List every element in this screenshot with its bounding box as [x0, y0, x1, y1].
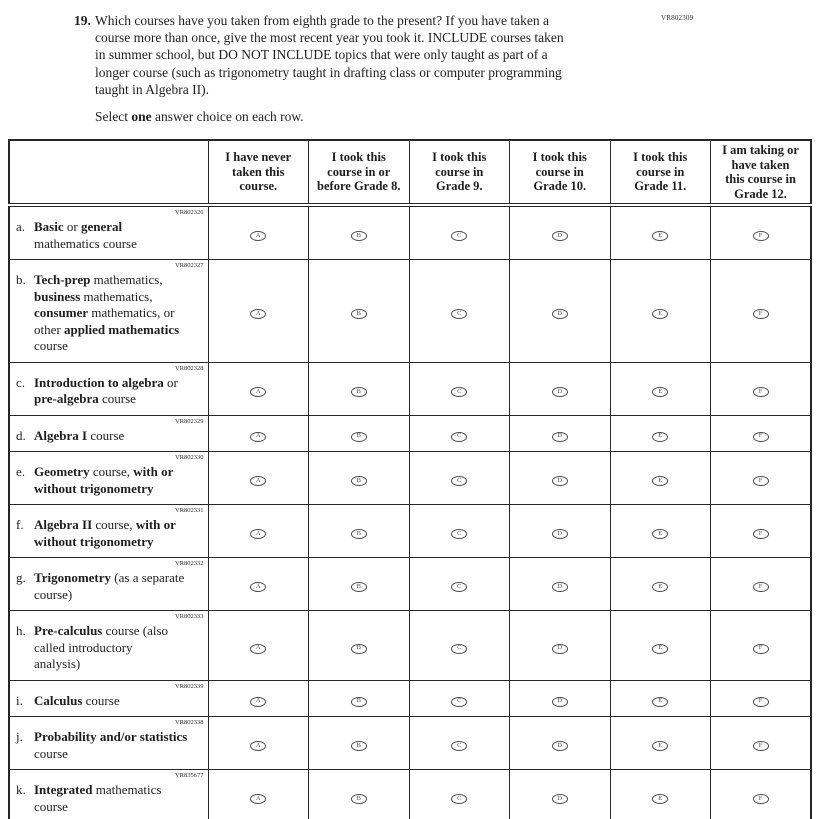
table-body — [9, 205, 811, 819]
answer-bubble-c[interactable] — [451, 582, 467, 592]
course-row — [9, 260, 811, 363]
column-header-1: I have never taken this course. — [208, 140, 309, 205]
course-label-cell — [9, 717, 208, 770]
column-header-5: I took this course in Grade 11. — [610, 140, 711, 205]
bubble-letter: B — [356, 232, 361, 240]
answer-bubble-d[interactable] — [552, 387, 568, 397]
row-letter: d. — [16, 427, 26, 443]
row-label: Integrated mathematics course — [34, 782, 162, 814]
answer-bubble-d[interactable] — [552, 794, 568, 804]
answer-cell — [510, 205, 611, 260]
course-label-cell — [9, 452, 208, 505]
bubble-letter: B — [356, 432, 361, 440]
row-label: Algebra I course — [34, 427, 125, 443]
answer-cell — [309, 558, 410, 611]
row-code: VR802338 — [174, 719, 204, 727]
answer-bubble-b[interactable] — [351, 529, 367, 539]
bubble-letter: F — [758, 795, 763, 803]
row-letter: i. — [16, 692, 23, 708]
bubble-letter: B — [356, 697, 361, 705]
row-letter: e. — [16, 464, 26, 480]
answer-bubble-b[interactable] — [351, 582, 367, 592]
bubble-letter: C — [457, 644, 462, 652]
answer-bubble-a[interactable] — [250, 387, 266, 397]
row-letter: a. — [16, 219, 26, 235]
row-label: Geometry course, with or without trigonometry — [34, 464, 174, 496]
course-label-cell — [9, 680, 208, 717]
bubble-letter: E — [658, 795, 663, 803]
answer-bubble-c[interactable] — [451, 794, 467, 804]
bubble-letter: C — [457, 742, 462, 750]
answer-cell — [610, 558, 711, 611]
bubble-letter: D — [557, 477, 563, 485]
answer-cell — [409, 770, 510, 819]
course-row — [9, 205, 811, 260]
row-letter: j. — [16, 729, 23, 745]
answer-cell — [409, 362, 510, 415]
row-label: Introduction to algebra or pre-algebra course — [34, 374, 178, 407]
answer-bubble-c[interactable] — [451, 432, 467, 442]
answer-cell — [208, 680, 309, 717]
bubble-letter: A — [255, 477, 261, 485]
course-row — [9, 717, 811, 770]
row-letter: g. — [16, 570, 26, 586]
answer-bubble-c[interactable] — [451, 741, 467, 751]
bubble-letter: F — [758, 432, 763, 440]
bubble-letter: A — [255, 583, 261, 591]
bubble-letter: C — [457, 232, 462, 240]
answer-bubble-a[interactable] — [250, 309, 266, 319]
answer-bubble-c[interactable] — [451, 644, 467, 654]
answer-cell — [711, 505, 812, 558]
bubble-letter: E — [658, 387, 663, 395]
bubble-letter: C — [457, 309, 462, 317]
course-label-cell — [9, 558, 208, 611]
bubble-letter: D — [557, 644, 563, 652]
bubble-letter: C — [457, 387, 462, 395]
bubble-letter: D — [557, 697, 563, 705]
answer-cell — [610, 680, 711, 717]
bubble-letter: F — [758, 309, 763, 317]
bubble-letter: B — [356, 477, 361, 485]
bubble-letter: D — [557, 309, 563, 317]
row-letter: c. — [16, 374, 26, 390]
bubble-letter: D — [557, 583, 563, 591]
course-row — [9, 680, 811, 717]
answer-bubble-f[interactable] — [753, 529, 769, 539]
answer-cell — [711, 452, 812, 505]
answer-cell — [510, 452, 611, 505]
answer-bubble-b[interactable] — [351, 644, 367, 654]
answer-bubble-b[interactable] — [351, 476, 367, 486]
bubble-letter: B — [356, 583, 361, 591]
answer-cell — [610, 362, 711, 415]
answer-cell — [610, 260, 711, 363]
bubble-letter: F — [758, 583, 763, 591]
answer-cell — [711, 717, 812, 770]
course-label-cell — [9, 611, 208, 681]
answer-bubble-f[interactable] — [753, 582, 769, 592]
row-code: VR802332 — [174, 560, 204, 568]
column-header-2: I took this course in or before Grade 8. — [309, 140, 410, 205]
answer-cell — [510, 260, 611, 363]
answer-bubble-a[interactable] — [250, 697, 266, 707]
answer-cell — [711, 611, 812, 681]
bubble-letter: F — [758, 232, 763, 240]
row-label: Probability and/or statistics course — [34, 729, 188, 761]
answer-cell — [409, 558, 510, 611]
question-text: Which courses have you taken from eighth grade to the present? If you have taken a course more than once, give the most recent year you took it. INCLUDE courses taken in summer school, but DO NOT INCLUDE topics that were only taught as part of a longer course (such as trigonometry taught in drafting class or computer programming taught in Algebra II). — [95, 13, 564, 97]
course-label-cell — [9, 362, 208, 415]
course-label-cell — [9, 770, 208, 819]
answer-cell — [711, 362, 812, 415]
answer-bubble-e[interactable] — [652, 476, 668, 486]
row-code: VR802333 — [174, 613, 204, 621]
answer-cell — [409, 505, 510, 558]
answer-cell — [409, 611, 510, 681]
row-letter: h. — [16, 623, 26, 639]
bubble-letter: F — [758, 477, 763, 485]
bubble-letter: D — [557, 232, 563, 240]
header-corner-cell — [9, 140, 208, 205]
column-header-4: I took this course in Grade 10. — [510, 140, 611, 205]
answer-bubble-b[interactable] — [351, 741, 367, 751]
answer-cell — [711, 260, 812, 363]
bubble-letter: B — [356, 742, 361, 750]
column-header-3: I took this course in Grade 9. — [409, 140, 510, 205]
bubble-letter: E — [658, 697, 663, 705]
answer-cell — [510, 505, 611, 558]
answer-cell — [309, 680, 410, 717]
answer-cell — [409, 680, 510, 717]
answer-bubble-e[interactable] — [652, 432, 668, 442]
bubble-letter: A — [255, 742, 261, 750]
answer-bubble-b[interactable] — [351, 432, 367, 442]
answer-bubble-b[interactable] — [351, 697, 367, 707]
course-row — [9, 415, 811, 452]
course-row — [9, 452, 811, 505]
form-code: VR802309 — [661, 14, 694, 22]
row-letter: b. — [16, 272, 26, 288]
bubble-letter: C — [457, 530, 462, 538]
answer-cell — [711, 558, 812, 611]
answer-cell — [409, 205, 510, 260]
answer-bubble-e[interactable] — [652, 741, 668, 751]
bubble-letter: E — [658, 432, 663, 440]
answer-bubble-b[interactable] — [351, 231, 367, 241]
answer-bubble-a[interactable] — [250, 231, 266, 241]
bubble-letter: A — [255, 432, 261, 440]
question-block — [0, 0, 818, 98]
answer-cell — [610, 611, 711, 681]
course-label-cell — [9, 415, 208, 452]
answer-bubble-a[interactable] — [250, 582, 266, 592]
bubble-letter: F — [758, 742, 763, 750]
row-code: VR802327 — [174, 262, 204, 270]
answer-bubble-c[interactable] — [451, 476, 467, 486]
row-label: Algebra II course, with or without trigonometry — [34, 517, 176, 549]
answer-cell — [208, 452, 309, 505]
answer-bubble-f[interactable] — [753, 432, 769, 442]
answer-bubble-e[interactable] — [652, 529, 668, 539]
bubble-letter: F — [758, 697, 763, 705]
answer-cell — [711, 415, 812, 452]
answer-bubble-d[interactable] — [552, 741, 568, 751]
answer-bubble-e[interactable] — [652, 644, 668, 654]
answer-cell — [309, 205, 410, 260]
answer-bubble-c[interactable] — [451, 231, 467, 241]
answer-bubble-f[interactable] — [753, 794, 769, 804]
answer-bubble-a[interactable] — [250, 476, 266, 486]
answer-cell — [610, 717, 711, 770]
bubble-letter: D — [557, 742, 563, 750]
course-label-cell — [9, 205, 208, 260]
answer-bubble-a[interactable] — [250, 794, 266, 804]
row-letter: f. — [16, 517, 24, 533]
answer-cell — [610, 770, 711, 819]
course-row — [9, 770, 811, 819]
answer-bubble-f[interactable] — [753, 644, 769, 654]
answer-bubble-b[interactable] — [351, 794, 367, 804]
course-row — [9, 362, 811, 415]
bubble-letter: C — [457, 795, 462, 803]
row-code: VR802329 — [174, 417, 204, 425]
row-label: Trigonometry (as a separate course) — [34, 570, 185, 602]
bubble-letter: E — [658, 742, 663, 750]
bubble-letter: E — [658, 309, 663, 317]
answer-cell — [208, 260, 309, 363]
bubble-letter: A — [255, 232, 261, 240]
row-code: VR802326 — [174, 209, 204, 217]
row-code: VR835677 — [174, 772, 204, 780]
answer-bubble-f[interactable] — [753, 387, 769, 397]
bubble-letter: B — [356, 644, 361, 652]
bubble-letter: B — [356, 530, 361, 538]
answer-cell — [409, 452, 510, 505]
answer-cell — [409, 415, 510, 452]
answer-bubble-e[interactable] — [652, 387, 668, 397]
bubble-letter: D — [557, 387, 563, 395]
answer-cell — [309, 452, 410, 505]
bubble-letter: E — [658, 477, 663, 485]
course-row — [9, 611, 811, 681]
bubble-letter: A — [255, 309, 261, 317]
answer-cell — [409, 260, 510, 363]
row-label: Basic or general mathematics course — [34, 219, 137, 251]
answer-bubble-e[interactable] — [652, 794, 668, 804]
bubble-letter: E — [658, 644, 663, 652]
answer-cell — [208, 362, 309, 415]
answer-bubble-e[interactable] — [652, 697, 668, 707]
answer-cell — [208, 717, 309, 770]
bubble-letter: A — [255, 697, 261, 705]
answer-cell — [208, 611, 309, 681]
answer-cell — [510, 362, 611, 415]
answer-bubble-c[interactable] — [451, 309, 467, 319]
answer-bubble-e[interactable] — [652, 231, 668, 241]
answer-cell — [610, 415, 711, 452]
course-label-cell — [9, 260, 208, 363]
bubble-letter: D — [557, 795, 563, 803]
answer-cell — [510, 717, 611, 770]
row-label: Tech-prep mathematics, business mathematics, consumer mathematics, or other applied mathematics course — [34, 272, 180, 354]
bubble-letter: E — [658, 583, 663, 591]
answer-cell — [309, 770, 410, 819]
answer-cell — [610, 205, 711, 260]
row-code: VR802328 — [174, 364, 204, 372]
answer-cell — [309, 611, 410, 681]
answer-cell — [610, 452, 711, 505]
answer-cell — [208, 770, 309, 819]
answer-cell — [510, 558, 611, 611]
row-label: Calculus course — [34, 692, 120, 708]
answer-cell — [208, 558, 309, 611]
column-header-6: I am taking or have taken this course in Grade 12. — [711, 140, 812, 205]
answer-bubble-e[interactable] — [652, 309, 668, 319]
answer-bubble-f[interactable] — [753, 697, 769, 707]
answer-cell — [510, 415, 611, 452]
answer-bubble-b[interactable] — [351, 309, 367, 319]
answer-cell — [309, 260, 410, 363]
course-row — [9, 505, 811, 558]
row-code: VR802331 — [174, 507, 204, 515]
answer-cell — [409, 717, 510, 770]
answer-cell — [208, 415, 309, 452]
answer-bubble-d[interactable] — [552, 529, 568, 539]
bubble-letter: C — [457, 477, 462, 485]
bubble-letter: E — [658, 530, 663, 538]
bubble-letter: E — [658, 232, 663, 240]
answer-bubble-f[interactable] — [753, 309, 769, 319]
answer-bubble-d[interactable] — [552, 644, 568, 654]
bubble-letter: F — [758, 387, 763, 395]
answer-cell — [510, 611, 611, 681]
bubble-letter: C — [457, 697, 462, 705]
bubble-letter: B — [356, 387, 361, 395]
answer-bubble-d[interactable] — [552, 231, 568, 241]
answer-bubble-f[interactable] — [753, 231, 769, 241]
question-number: 19. — [74, 13, 91, 28]
answer-bubble-d[interactable] — [552, 697, 568, 707]
bubble-letter: D — [557, 530, 563, 538]
answer-cell — [610, 505, 711, 558]
bubble-letter: B — [356, 309, 361, 317]
answer-bubble-a[interactable] — [250, 432, 266, 442]
answer-bubble-f[interactable] — [753, 476, 769, 486]
answer-bubble-c[interactable] — [451, 529, 467, 539]
answer-bubble-a[interactable] — [250, 644, 266, 654]
bubble-letter: C — [457, 432, 462, 440]
answer-cell — [711, 205, 812, 260]
answer-cell — [510, 770, 611, 819]
answer-bubble-d[interactable] — [552, 432, 568, 442]
row-code: VR802330 — [174, 454, 204, 462]
row-letter: k. — [16, 782, 26, 798]
bubble-letter: B — [356, 795, 361, 803]
answer-cell — [510, 680, 611, 717]
bubble-letter: A — [255, 644, 261, 652]
bubble-letter: F — [758, 530, 763, 538]
bubble-letter: C — [457, 583, 462, 591]
row-label: Pre-calculus course (also called introductory analysis) — [34, 623, 169, 672]
instruction-text: Select one answer choice on each row. — [95, 109, 304, 125]
answer-cell — [309, 415, 410, 452]
answer-bubble-f[interactable] — [753, 741, 769, 751]
answer-cell — [309, 362, 410, 415]
answer-bubble-b[interactable] — [351, 387, 367, 397]
answer-cell — [208, 205, 309, 260]
answer-bubble-c[interactable] — [451, 697, 467, 707]
answer-bubble-d[interactable] — [552, 309, 568, 319]
answer-bubble-d[interactable] — [552, 476, 568, 486]
answer-cell — [309, 717, 410, 770]
course-row — [9, 558, 811, 611]
answer-bubble-a[interactable] — [250, 741, 266, 751]
bubble-letter: D — [557, 432, 563, 440]
row-code: VR802339 — [174, 682, 204, 690]
header-row — [9, 140, 811, 205]
answer-bubble-c[interactable] — [451, 387, 467, 397]
bubble-letter: A — [255, 530, 261, 538]
answer-cell — [711, 680, 812, 717]
answer-cell — [208, 505, 309, 558]
answer-bubble-e[interactable] — [652, 582, 668, 592]
bubble-letter: A — [255, 387, 261, 395]
answer-bubble-a[interactable] — [250, 529, 266, 539]
bubble-letter: F — [758, 644, 763, 652]
answer-cell — [309, 505, 410, 558]
answer-cell — [711, 770, 812, 819]
bubble-letter: A — [255, 795, 261, 803]
course-answer-table — [8, 139, 812, 819]
answer-bubble-d[interactable] — [552, 582, 568, 592]
course-label-cell — [9, 505, 208, 558]
